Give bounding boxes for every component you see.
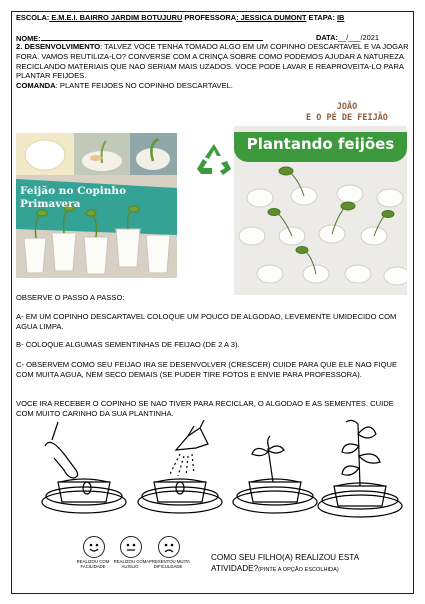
bean-cups-photo-right	[234, 126, 407, 295]
professora-value: : JESSICA DUMONT	[236, 13, 307, 22]
etapa-value: IB	[337, 13, 345, 22]
planting-steps-illustration	[30, 418, 405, 530]
step-c: C- OBSERVEM COMO SEU FEIJAO IRA SE DESENVOLVER (CRESCER) CUIDE PARA QUE ELE NAO FIQUE COM MUITA AGUA, NEM SECO DEMAIS (SE PUDER TIRE FOTOS E ENVIE PARA PROFESSORA).	[16, 360, 398, 379]
plantando-title: Plantando feijões	[246, 135, 395, 153]
etapa-label: ETAPA:	[306, 13, 337, 22]
bean-cups-photo-left	[16, 133, 177, 278]
escola-label: ESCOLA:	[16, 13, 50, 22]
intro-heading: 2. DESENVOLVIMENTO	[16, 42, 101, 51]
step-a: A- EM UM COPINHO DESCARTAVEL COLOQUE UM POUCO DE ALGODAO, LEVEMENTE UMIDECIDO COM AGUA LIMPA.	[16, 312, 397, 331]
intro-text: : TALVEZ VOCE TENHA TOMADO ALGO EM UM COPINHO DESCARTAVEL E VA JOGAR FORA. VAMOS REUTILIZA-LO? CONVERSE COM A CRINÇA SOBRE COMO PODEMOS AJUDAR A NATUREZA RECICLANDO MATERIAIS QUE NAO SERIAM MAIS UZADOS. VOCE PODE LAVAR E REAPROVEITA-LO PARA PLANTAR FEIJOES.	[16, 42, 409, 81]
happy-face-icon[interactable]	[83, 536, 105, 558]
photo-left-caption	[20, 185, 126, 211]
escola-value: E.M.E.I. BAIRRO JARDIM BOTUJURU	[49, 13, 183, 22]
step4-drawing	[318, 420, 402, 517]
story-title-line1: JOÃO	[336, 102, 358, 112]
step3-drawing	[233, 436, 317, 513]
nome-label: NOME:	[16, 34, 41, 43]
data-value[interactable]: __/___/2021	[337, 33, 379, 42]
data-label: DATA:	[316, 33, 338, 42]
sad-face-icon[interactable]	[158, 536, 180, 558]
command-text: : PLANTE FEIJOES NO COPINHO DESCARTAVEL.	[55, 81, 233, 91]
story-title	[292, 102, 402, 124]
nome-blank[interactable]	[41, 33, 263, 41]
neutral-face-icon[interactable]	[120, 536, 142, 558]
intro-paragraph	[16, 42, 412, 91]
assessment-question	[211, 553, 359, 575]
option-label-dificuldade: APRESENTOU MUITA DIFICULDADE	[146, 559, 190, 569]
care-note: VOCE IRA RECEBER O COPINHO SE NAO TIVER PARA RECICLAR, O ALGODAO E AS SEMENTES. CUIDE COM MUITO CARINHO DA SUA PLANTINHA.	[16, 399, 394, 418]
step1-drawing	[42, 422, 126, 513]
question-hint: (PINTE A OPÇÃO ESCOLHIDA)	[258, 566, 339, 573]
recycle-icon	[193, 141, 235, 179]
professora-label: PROFESSORA	[182, 13, 237, 22]
option-label-facilidade: REALIZOU COM FACILIDADE	[76, 559, 110, 569]
step2-drawing	[138, 420, 222, 513]
caption-line1: Feijão no Copinho	[20, 185, 127, 197]
command-label: COMANDA	[16, 81, 56, 91]
header-school-line	[16, 13, 344, 22]
option-label-auxilio: REALIZOU COM AUXILIO	[113, 559, 147, 569]
data-line	[316, 33, 379, 42]
story-title-line2: E O PÉ DE FEIJÃO	[306, 113, 388, 123]
steps-intro: OBSERVE O PASSO A PASSO:	[16, 293, 125, 302]
question-line1: COMO SEU FILHO(A) REALIZOU ESTA	[211, 553, 360, 562]
question-line2: ATIVIDADE?	[211, 563, 259, 573]
caption-line2: Primavera	[20, 198, 81, 210]
step-b: B- COLOQUE ALGUMAS SEMENTINHAS DE FEIJAO (DE 2 A 3).	[16, 340, 240, 349]
